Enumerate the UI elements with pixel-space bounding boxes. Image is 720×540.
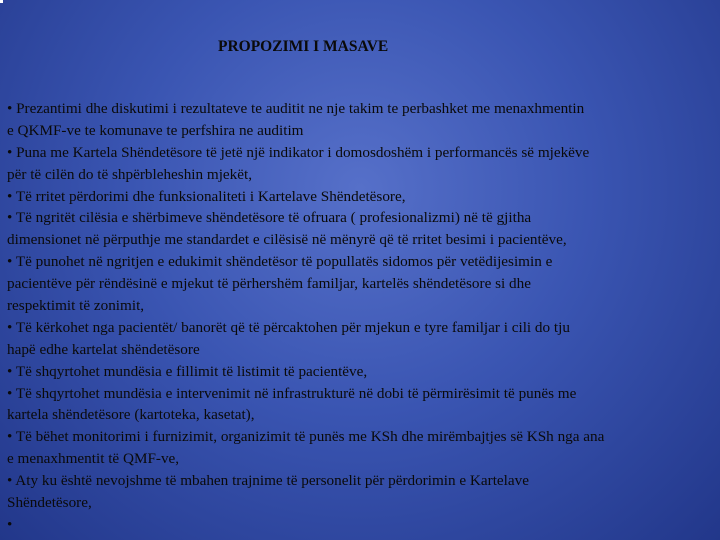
body-line: e QKMF-ve te komunave te perfshira ne auditim [7, 121, 304, 139]
body-line: dimensionet në përputhje me standardet e cilësisë në mënyrë që të rritet besimi i pacientëve, [7, 231, 567, 249]
body-line: respektimit të zonimit, [7, 297, 145, 315]
body-line: • Të kërkohet nga pacientët/ banorët që të përcaktohen për mjekun e tyre familjar i cili do tju [7, 318, 570, 336]
body-line: • [7, 515, 13, 533]
body-line: • Prezantimi dhe diskutimi i rezultateve te auditit ne nje takim te perbashket me menaxhmentin [7, 100, 585, 117]
body-line: • Të shqyrtohet mundësia e intervenimit në infrastrukturë në dobi të përmirësimit të punës me [7, 384, 577, 402]
slide-title: PROPOZIMI I MASAVE [218, 38, 389, 55]
body-line: e menaxhmentit të QMF-ve, [7, 450, 180, 468]
body-line: • Aty ku është nevojshme të mbahen trajnime të personelit për përdorimin e Kartelave [7, 472, 529, 490]
body-line: pacientëve për rëndësinë e mjekut të përhershëm familjar, kartelës shëndetësore si dhe [7, 275, 531, 293]
body-line: • Të bëhet monitorimi i furnizimit, organizimit të punës me KSh dhe mirëmbajtjes së KSh nga ana [7, 428, 605, 446]
body-line: • Puna me Kartela Shëndetësore të jetë një indikator i domosdoshëm i performancës së mjekëve [7, 143, 590, 161]
slide-body [7, 98, 720, 536]
body-line: Shëndetësore, [7, 494, 92, 512]
body-line: • Të rritet përdorimi dhe funksionaliteti i Kartelave Shëndetësore, [7, 187, 406, 205]
body-line: • Të punohet në ngritjen e edukimit shëndetësor të popullatës sidomos për vetëdijesimin e [7, 253, 553, 271]
body-line: hapë edhe kartelat shëndetësore [7, 340, 200, 358]
body-line: • Të ngritët cilësia e shërbimeve shëndetësore të ofruara ( profesionalizmi) në të gjitha [7, 209, 532, 227]
corner-marker [0, 0, 3, 3]
body-line: për të cilën do të shpërbleheshin mjekët, [7, 165, 253, 183]
body-line: • Të shqyrtohet mundësia e fillimit të listimit të pacientëve, [7, 362, 368, 380]
body-line: kartela shëndetësore (kartoteka, kasetat), [7, 406, 255, 424]
